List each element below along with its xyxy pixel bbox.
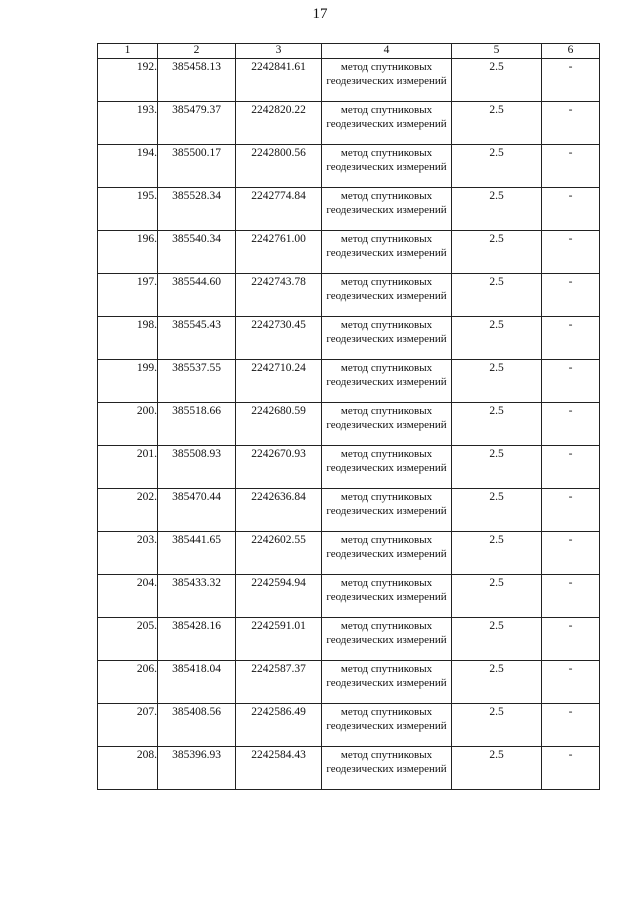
- point-number-cell: 199.: [98, 360, 158, 403]
- table-header-row: [98, 44, 600, 59]
- point-number-cell: 196.: [98, 231, 158, 274]
- note-cell: -: [542, 704, 600, 747]
- table-row: [98, 102, 600, 145]
- y-coordinate-cell: 2242584.43: [236, 747, 322, 790]
- note-cell: -: [542, 360, 600, 403]
- note-cell: -: [542, 59, 600, 102]
- method-cell: метод спутниковых геодезических измерений: [322, 59, 452, 102]
- accuracy-cell: 2.5: [452, 489, 542, 532]
- accuracy-cell: 2.5: [452, 704, 542, 747]
- note-cell: -: [542, 575, 600, 618]
- accuracy-cell: 2.5: [452, 446, 542, 489]
- table-row: [98, 317, 600, 360]
- y-coordinate-cell: 2242636.84: [236, 489, 322, 532]
- method-cell: метод спутниковых геодезических измерений: [322, 231, 452, 274]
- y-coordinate-cell: 2242680.59: [236, 403, 322, 446]
- method-cell: метод спутниковых геодезических измерений: [322, 317, 452, 360]
- note-cell: -: [542, 188, 600, 231]
- point-number-cell: 192.: [98, 59, 158, 102]
- method-cell: метод спутниковых геодезических измерений: [322, 446, 452, 489]
- table-row: [98, 489, 600, 532]
- note-cell: -: [542, 489, 600, 532]
- column-header: 2: [158, 44, 236, 59]
- table-row: [98, 403, 600, 446]
- column-header: 3: [236, 44, 322, 59]
- column-header: 4: [322, 44, 452, 59]
- table-row: [98, 618, 600, 661]
- note-cell: -: [542, 618, 600, 661]
- table-row: [98, 446, 600, 489]
- accuracy-cell: 2.5: [452, 188, 542, 231]
- table-row: [98, 747, 600, 790]
- point-number-cell: 208.: [98, 747, 158, 790]
- accuracy-cell: 2.5: [452, 59, 542, 102]
- point-number-cell: 194.: [98, 145, 158, 188]
- accuracy-cell: 2.5: [452, 618, 542, 661]
- table-row: [98, 360, 600, 403]
- note-cell: -: [542, 661, 600, 704]
- y-coordinate-cell: 2242743.78: [236, 274, 322, 317]
- note-cell: -: [542, 317, 600, 360]
- note-cell: -: [542, 274, 600, 317]
- y-coordinate-cell: 2242586.49: [236, 704, 322, 747]
- y-coordinate-cell: 2242774.84: [236, 188, 322, 231]
- y-coordinate-cell: 2242670.93: [236, 446, 322, 489]
- x-coordinate-cell: 385458.13: [158, 59, 236, 102]
- coordinates-table: [97, 43, 600, 790]
- x-coordinate-cell: 385479.37: [158, 102, 236, 145]
- table-row: [98, 575, 600, 618]
- x-coordinate-cell: 385396.93: [158, 747, 236, 790]
- method-cell: метод спутниковых геодезических измерений: [322, 145, 452, 188]
- accuracy-cell: 2.5: [452, 102, 542, 145]
- note-cell: -: [542, 231, 600, 274]
- column-header: 6: [542, 44, 600, 59]
- table-row: [98, 704, 600, 747]
- y-coordinate-cell: 2242591.01: [236, 618, 322, 661]
- table-row: [98, 188, 600, 231]
- x-coordinate-cell: 385540.34: [158, 231, 236, 274]
- column-header: 1: [98, 44, 158, 59]
- y-coordinate-cell: 2242710.24: [236, 360, 322, 403]
- method-cell: метод спутниковых геодезических измерений: [322, 747, 452, 790]
- accuracy-cell: 2.5: [452, 360, 542, 403]
- table-body: [98, 59, 600, 790]
- method-cell: метод спутниковых геодезических измерений: [322, 188, 452, 231]
- x-coordinate-cell: 385518.66: [158, 403, 236, 446]
- x-coordinate-cell: 385508.93: [158, 446, 236, 489]
- x-coordinate-cell: 385545.43: [158, 317, 236, 360]
- table-row: [98, 231, 600, 274]
- method-cell: метод спутниковых геодезических измерений: [322, 661, 452, 704]
- y-coordinate-cell: 2242841.61: [236, 59, 322, 102]
- note-cell: -: [542, 532, 600, 575]
- accuracy-cell: 2.5: [452, 532, 542, 575]
- note-cell: -: [542, 747, 600, 790]
- table-row: [98, 145, 600, 188]
- y-coordinate-cell: 2242602.55: [236, 532, 322, 575]
- method-cell: метод спутниковых геодезических измерений: [322, 618, 452, 661]
- accuracy-cell: 2.5: [452, 747, 542, 790]
- x-coordinate-cell: 385470.44: [158, 489, 236, 532]
- x-coordinate-cell: 385537.55: [158, 360, 236, 403]
- point-number-cell: 203.: [98, 532, 158, 575]
- point-number-cell: 204.: [98, 575, 158, 618]
- method-cell: метод спутниковых геодезических измерений: [322, 532, 452, 575]
- table-row: [98, 274, 600, 317]
- point-number-cell: 195.: [98, 188, 158, 231]
- method-cell: метод спутниковых геодезических измерений: [322, 102, 452, 145]
- accuracy-cell: 2.5: [452, 317, 542, 360]
- point-number-cell: 197.: [98, 274, 158, 317]
- method-cell: метод спутниковых геодезических измерений: [322, 489, 452, 532]
- table-row: [98, 661, 600, 704]
- y-coordinate-cell: 2242800.56: [236, 145, 322, 188]
- note-cell: -: [542, 403, 600, 446]
- x-coordinate-cell: 385441.65: [158, 532, 236, 575]
- x-coordinate-cell: 385433.32: [158, 575, 236, 618]
- point-number-cell: 198.: [98, 317, 158, 360]
- method-cell: метод спутниковых геодезических измерений: [322, 360, 452, 403]
- point-number-cell: 201.: [98, 446, 158, 489]
- x-coordinate-cell: 385428.16: [158, 618, 236, 661]
- accuracy-cell: 2.5: [452, 403, 542, 446]
- x-coordinate-cell: 385500.17: [158, 145, 236, 188]
- accuracy-cell: 2.5: [452, 231, 542, 274]
- x-coordinate-cell: 385544.60: [158, 274, 236, 317]
- accuracy-cell: 2.5: [452, 274, 542, 317]
- method-cell: метод спутниковых геодезических измерений: [322, 403, 452, 446]
- accuracy-cell: 2.5: [452, 145, 542, 188]
- method-cell: метод спутниковых геодезических измерений: [322, 575, 452, 618]
- y-coordinate-cell: 2242587.37: [236, 661, 322, 704]
- point-number-cell: 200.: [98, 403, 158, 446]
- note-cell: -: [542, 446, 600, 489]
- table-row: [98, 532, 600, 575]
- y-coordinate-cell: 2242730.45: [236, 317, 322, 360]
- point-number-cell: 207.: [98, 704, 158, 747]
- point-number-cell: 202.: [98, 489, 158, 532]
- note-cell: -: [542, 145, 600, 188]
- x-coordinate-cell: 385418.04: [158, 661, 236, 704]
- page-number: 17: [312, 6, 328, 22]
- table-row: [98, 59, 600, 102]
- point-number-cell: 193.: [98, 102, 158, 145]
- method-cell: метод спутниковых геодезических измерений: [322, 274, 452, 317]
- point-number-cell: 206.: [98, 661, 158, 704]
- accuracy-cell: 2.5: [452, 661, 542, 704]
- x-coordinate-cell: 385528.34: [158, 188, 236, 231]
- method-cell: метод спутниковых геодезических измерений: [322, 704, 452, 747]
- column-header: 5: [452, 44, 542, 59]
- y-coordinate-cell: 2242761.00: [236, 231, 322, 274]
- point-number-cell: 205.: [98, 618, 158, 661]
- y-coordinate-cell: 2242820.22: [236, 102, 322, 145]
- y-coordinate-cell: 2242594.94: [236, 575, 322, 618]
- note-cell: -: [542, 102, 600, 145]
- accuracy-cell: 2.5: [452, 575, 542, 618]
- x-coordinate-cell: 385408.56: [158, 704, 236, 747]
